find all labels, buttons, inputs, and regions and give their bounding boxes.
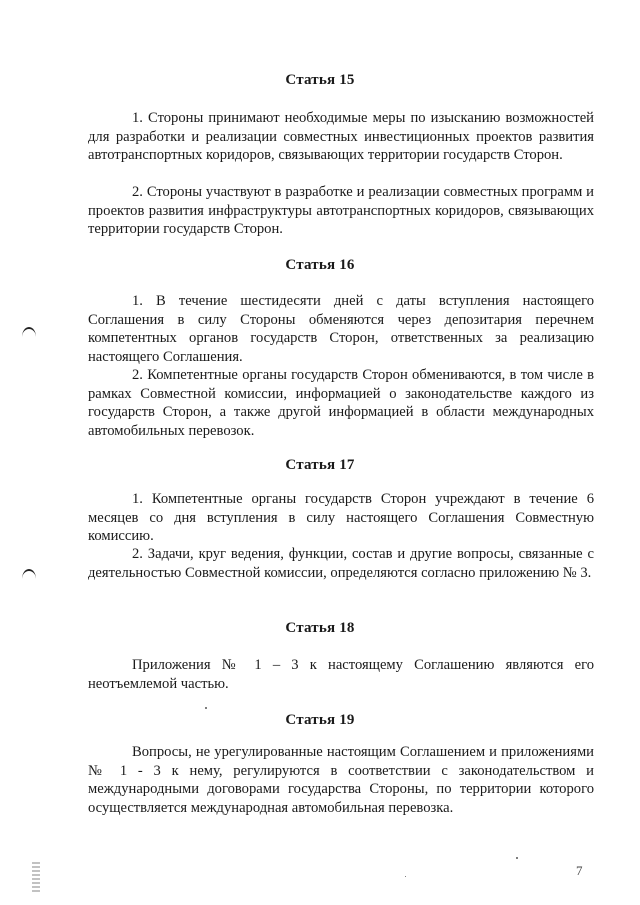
article-16-paragraph-2: 2. Компетентные органы государств Сторон обмениваются, в том числе в рамках Совместной комиссии, информацией о законодательстве каждого из государств Сторон, а также другой информацией в области международных автомобильных перевозок. [88,367,594,439]
article-18-title: Статья 18 [285,620,355,636]
article-16-paragraph-1: 1. В течение шестидесяти дней с даты вступления настоящего Соглашения в силу Стороны обменяются через депозитария перечнем компетентных органов государств Сторон, ответственных за реализацию настоящего Соглашения. [88,293,594,365]
article-19-paragraph-1: Вопросы, не урегулированные настоящим Соглашением и приложениями № 1 - 3 к нему, регулируются в соответствии с законодательством и международными договорами государства Стороны, по территории которого осуществляется международная автомобильная перевозка. [88,744,594,816]
scan-speck [516,857,518,859]
hole-punch-mark-icon [22,327,36,337]
hole-punch-mark-icon [22,569,36,579]
article-18-paragraph-1: Приложения № 1 – 3 к настоящему Соглашению являются его неотъемлемой частью. [88,657,594,692]
article-15-paragraph-1: 1. Стороны принимают необходимые меры по изысканию возможностей для разработки и реализации совместных инвестиционных проектов развития автотранспортных коридоров, связывающих территории государств Сторон. [88,110,594,164]
article-17-paragraph-1: 1. Компетентные органы государств Сторон учреждают в течение 6 месяцев со дня вступления в силу настоящего Соглашения Совместную комиссию. [88,491,594,545]
scan-edge-stamp [32,862,40,894]
article-17-title: Статья 17 [285,457,355,473]
article-15-paragraph-2: 2. Стороны участвуют в разработке и реализации совместных программ и проектов развития инфраструктуры автотранспортных коридоров, связывающих территории государств Сторон. [88,184,594,238]
page-number: 7 [576,863,583,878]
scan-speck [405,876,406,877]
scan-speck [205,707,207,709]
article-16-title: Статья 16 [285,257,355,273]
article-17-paragraph-2: 2. Задачи, круг ведения, функции, состав и другие вопросы, связанные с деятельностью Совместной комиссии, определяются согласно приложению № 3. [88,546,594,581]
article-15-title: Статья 15 [285,72,355,88]
article-19-title: Статья 19 [285,712,355,728]
